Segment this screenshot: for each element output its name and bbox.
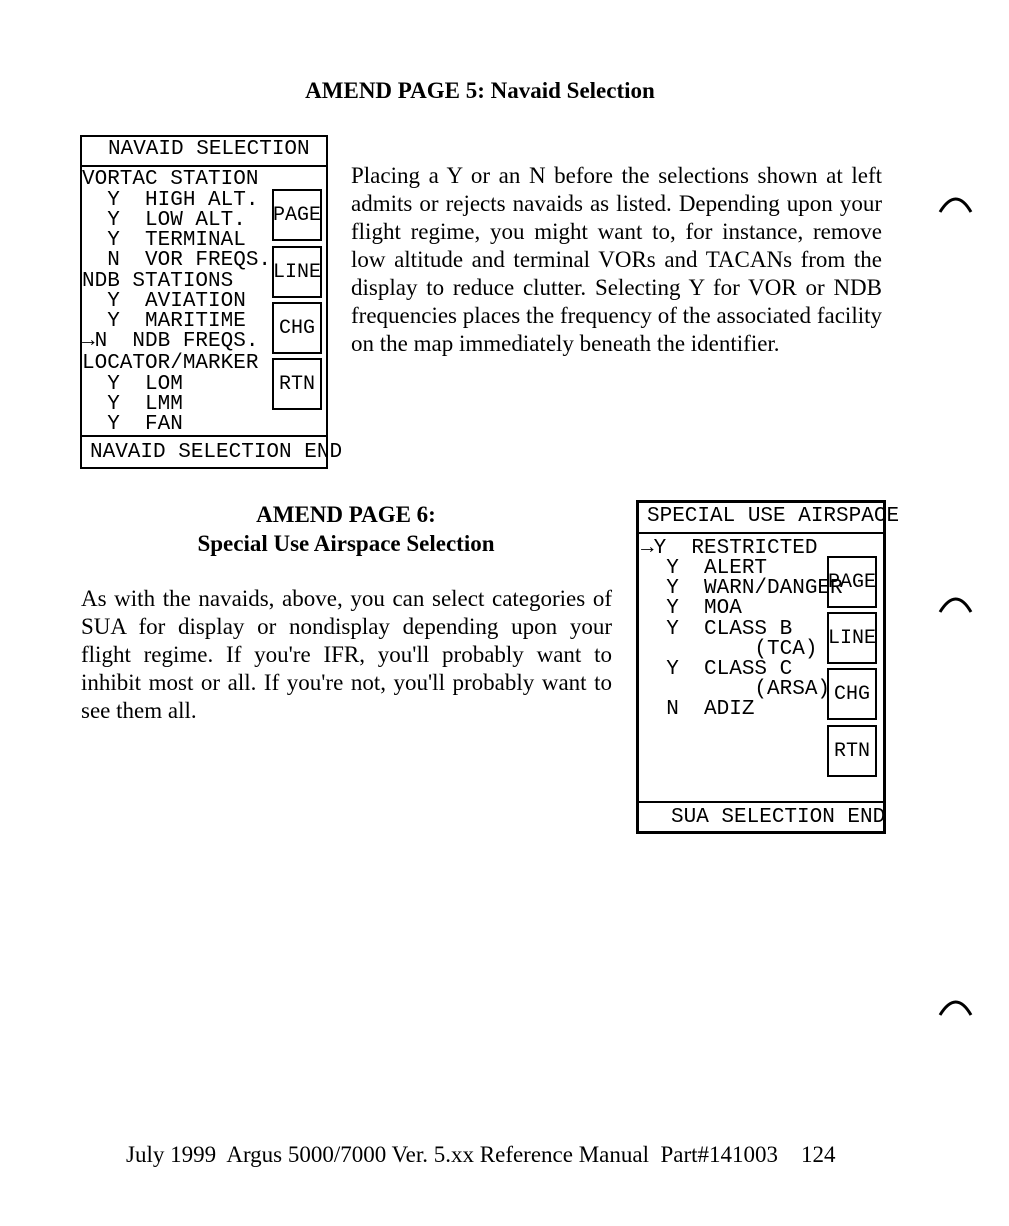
list-item: N ADIZ [641, 698, 755, 721]
list-item: Y CLASS B [641, 618, 793, 641]
list-item: Y ALERT [641, 557, 768, 580]
list-item: →N NDB FREQS. [82, 330, 259, 353]
list-item: (ARSA) [641, 678, 831, 701]
list-item: Y AVIATION [82, 290, 246, 313]
line-softkey[interactable]: LINE [272, 246, 322, 298]
list-item: Y TERMINAL [82, 229, 246, 252]
margin-arc-icon [938, 590, 974, 616]
footer-manual-title: Argus 5000/7000 Ver. 5.xx Reference Manual [226, 1142, 649, 1167]
list-item: Y MOA [641, 597, 742, 620]
chg-softkey[interactable]: CHG [827, 668, 877, 720]
sua-screen-footer: SUA SELECTION END [671, 806, 886, 829]
list-item: Y HIGH ALT. [82, 189, 259, 212]
list-item: Y MARITIME [82, 310, 246, 333]
rtn-softkey[interactable]: RTN [272, 358, 322, 410]
page-heading: AMEND PAGE 5: Navaid Selection [305, 78, 655, 103]
rtn-softkey[interactable]: RTN [827, 725, 877, 777]
sua-heading-line2: Special Use Airspace Selection [197, 531, 495, 556]
chg-softkey[interactable]: CHG [272, 302, 322, 354]
list-item: Y FAN [82, 413, 183, 436]
divider [639, 801, 883, 803]
divider [82, 435, 326, 437]
list-item: Y WARN/DANGER [641, 577, 843, 600]
list-item: N VOR FREQS. [82, 249, 272, 272]
page-footer [126, 1142, 836, 1168]
navaid-description: Placing a Y or an N before the selections shown at left admits or rejects navaids as listed. Depending upon your flight regime, you might want to, for instance, remove low altitude and terminal VORs and TACANs from the display to reduce clutter. Selecting Y for VOR or NDB frequencies places the frequency of the associated facility on the map immediately beneath the identifier. [351, 163, 882, 356]
margin-arc-icon [938, 993, 974, 1019]
page-softkey[interactable]: PAGE [827, 556, 877, 608]
list-item: NDB STATIONS [82, 270, 234, 293]
list-item: Y LOW ALT. [82, 209, 246, 232]
footer-page-number: 124 [801, 1142, 836, 1167]
navaid-screen-footer: NAVAID SELECTION END [90, 441, 343, 464]
list-item: Y CLASS C [641, 658, 793, 681]
list-item: →Y RESTRICTED [641, 537, 818, 560]
margin-arc-icon [938, 190, 974, 216]
list-item: LOCATOR/MARKER [82, 352, 259, 375]
sua-screen-title: SPECIAL USE AIRSPACE [647, 505, 900, 528]
sua-heading-line1: AMEND PAGE 6: [256, 502, 436, 527]
footer-part-number: Part#141003 [660, 1142, 779, 1167]
sua-description: As with the navaids, above, you can select categories of SUA for display or nondisplay depending upon your flight regime. If you're IFR, you'll probably want to inhibit most or all. If you're not, you'll probably want to see them all. [81, 586, 612, 723]
sua-heading [150, 500, 542, 558]
sua-selection-screen [636, 500, 900, 834]
list-item: Y LMM [82, 393, 183, 416]
list-item: (TCA) [641, 638, 818, 661]
divider [639, 532, 883, 534]
page-softkey[interactable]: PAGE [272, 189, 322, 241]
footer-date: July 1999 [126, 1142, 217, 1167]
line-softkey[interactable]: LINE [827, 612, 877, 664]
navaid-selection-screen [80, 135, 343, 469]
divider [82, 165, 326, 167]
navaid-screen-title: NAVAID SELECTION [108, 138, 310, 161]
list-item: Y LOM [82, 373, 183, 396]
list-item: VORTAC STATION [82, 168, 259, 191]
